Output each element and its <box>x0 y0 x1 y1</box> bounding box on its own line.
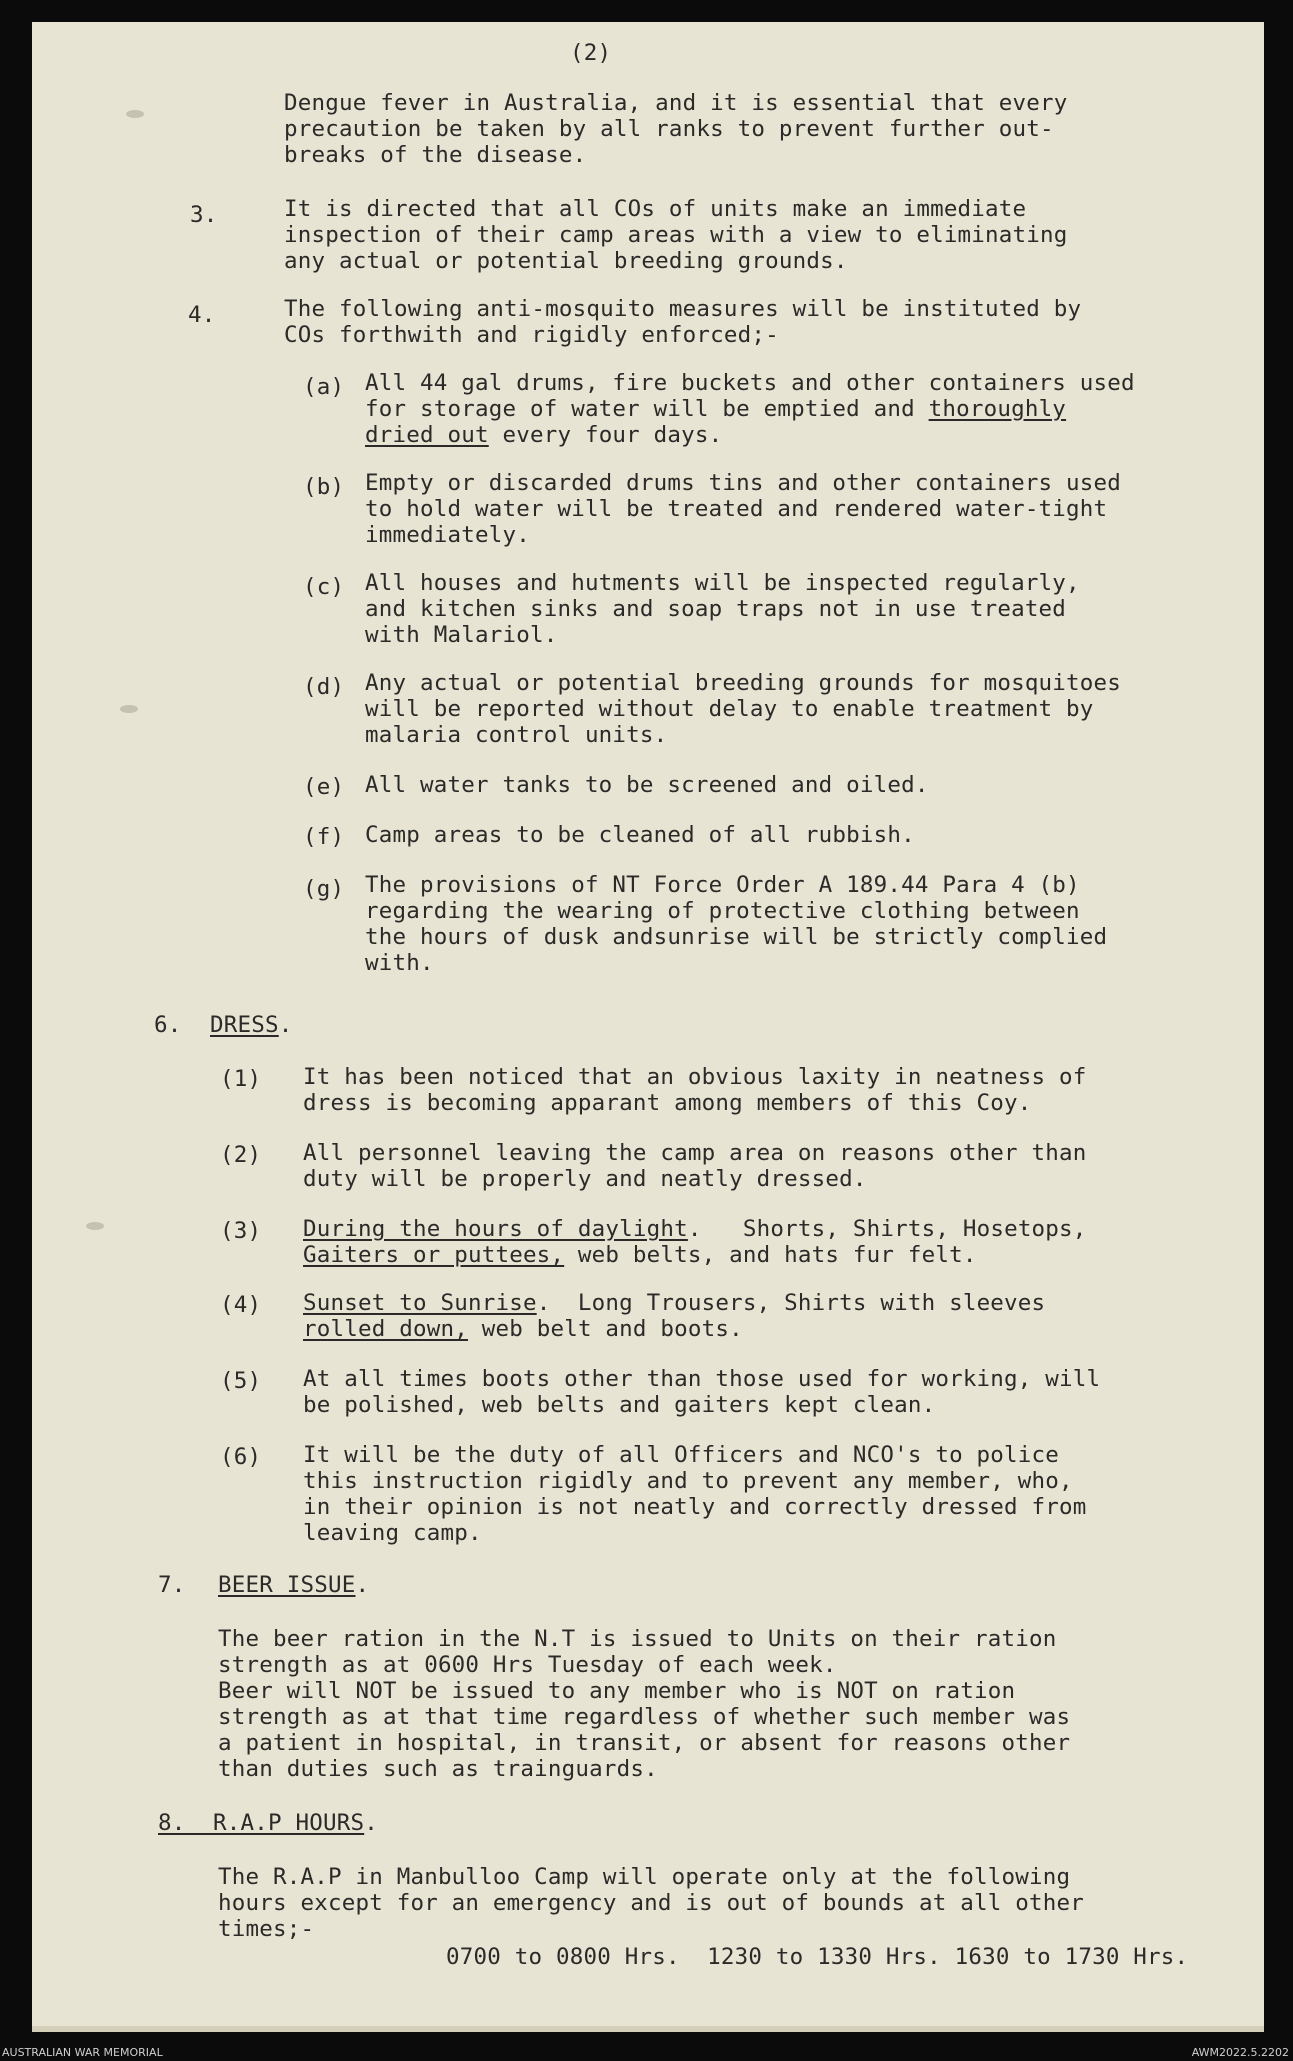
heading-period: . <box>364 1810 378 1836</box>
item-d-line: Any actual or potential breeding grounds for mosquitoes <box>365 670 1122 696</box>
item-g-line: regarding the wearing of protective clothing between <box>365 898 1080 924</box>
para-8-line: The R.A.P in Manbulloo Camp will operate only at the following <box>218 1864 1071 1890</box>
item-a-emphasis: dried out <box>365 422 489 448</box>
dress-item-2-label: (2) <box>220 1142 262 1168</box>
punch-mark-top <box>126 110 144 118</box>
dress-item-4-line <box>303 1316 743 1343</box>
para-4-number: 4. <box>188 302 216 328</box>
para-3-line: any actual or potential breeding grounds. <box>284 248 848 274</box>
item-d-line: malaria control units. <box>365 722 668 748</box>
para-3-line: inspection of their camp areas with a view to eliminating <box>284 222 1068 248</box>
dress-item-5-label: (5) <box>220 1368 262 1394</box>
dress-item-6-line: It will be the duty of all Officers and NCO's to police <box>303 1442 1060 1468</box>
para-4-line: The following anti-mosquito measures will be instituted by <box>284 296 1082 322</box>
section-heading-rap-hours <box>158 1810 378 1837</box>
dress-item-1-line: It has been noticed that an obvious laxity in neatness of <box>303 1064 1087 1090</box>
item-g-line: with. <box>365 950 434 976</box>
item-d-label: (d) <box>303 674 345 700</box>
dress-item-6-line: in their opinion is not neatly and correctly dressed from <box>303 1494 1087 1520</box>
dress-item-5-line: be polished, web belts and gaiters kept clean. <box>303 1392 936 1418</box>
intro-line: precaution be taken by all ranks to prevent further out- <box>284 116 1054 142</box>
dress-item-4-label: (4) <box>220 1292 262 1318</box>
heading-period: . <box>355 1572 370 1598</box>
item-b-line: Empty or discarded drums tins and other containers used <box>365 470 1122 496</box>
dress-item-1-line: dress is becoming apparant among members of this Coy. <box>303 1090 1032 1116</box>
item-a-line: All 44 gal drums, fire buckets and other containers used <box>365 370 1135 396</box>
dress-item-3-label: (3) <box>220 1218 262 1244</box>
intro-line: Dengue fever in Australia, and it is essential that every <box>284 90 1068 116</box>
punch-mark-middle <box>120 705 138 713</box>
para-8-line: times;- <box>218 1916 315 1942</box>
item-a-line <box>365 422 722 449</box>
footer-reference: AWM2022.5.2202 <box>1191 2046 1289 2059</box>
item-g-line: The provisions of NT Force Order A 189.44 Para 4 (b) <box>365 872 1080 898</box>
punch-mark-lower <box>86 1222 104 1230</box>
dress-item-5-line: At all times boots other than those used for working, will <box>303 1366 1101 1392</box>
heading-text: BEER ISSUE <box>218 1572 356 1598</box>
item-g-label: (g) <box>303 876 345 902</box>
page-number: (2) <box>570 40 612 66</box>
heading-text: DRESS <box>210 1012 279 1038</box>
dress-item-4-emphasis: rolled down, <box>303 1316 468 1342</box>
heading-text: 8. R.A.P HOURS <box>158 1810 365 1836</box>
dress-item-4-text: web belt and boots. <box>467 1316 743 1342</box>
item-d-line: will be reported without delay to enable treatment by <box>365 696 1094 722</box>
dress-item-3-line <box>303 1242 977 1269</box>
item-a-text: every four days. <box>488 422 723 448</box>
item-f-line: Camp areas to be cleaned of all rubbish. <box>365 822 915 848</box>
dress-item-6-line: leaving camp. <box>303 1520 482 1546</box>
document-page <box>32 22 1264 2032</box>
item-a-line <box>365 396 1066 423</box>
dress-item-6-label: (6) <box>220 1444 262 1470</box>
para-6-number: 6. <box>154 1012 182 1038</box>
para-7-number: 7. <box>158 1572 186 1598</box>
para-7-line: strength as at that time regardless of whether such member was <box>218 1704 1071 1730</box>
item-a-text: for storage of water will be emptied and <box>365 396 929 422</box>
item-f-label: (f) <box>303 824 345 850</box>
section-heading-dress <box>210 1012 292 1039</box>
rap-hours-times: 0700 to 0800 Hrs. 1230 to 1330 Hrs. 1630 to 1730 Hrs. <box>446 1944 1189 1970</box>
dress-item-4-emphasis: Sunset to Sunrise <box>303 1290 537 1316</box>
para-8-line: hours except for an emergency and is out of bounds at all other <box>218 1890 1085 1916</box>
section-heading-beer-issue <box>218 1572 369 1599</box>
dress-item-3-emphasis: During the hours of daylight <box>303 1216 688 1242</box>
footer-source: AUSTRALIAN WAR MEMORIAL <box>2 2046 163 2059</box>
item-c-line: with Malariol. <box>365 622 558 648</box>
para-7-line: Beer will NOT be issued to any member who is NOT on ration <box>218 1678 1016 1704</box>
item-g-line: the hours of dusk andsunrise will be strictly complied <box>365 924 1108 950</box>
para-3-number: 3. <box>190 202 218 228</box>
dress-item-2-line: duty will be properly and neatly dressed. <box>303 1166 867 1192</box>
para-7-line: strength as at 0600 Hrs Tuesday of each week. <box>218 1652 837 1678</box>
dress-item-2-line: All personnel leaving the camp area on reasons other than <box>303 1140 1087 1166</box>
item-c-label: (c) <box>303 574 345 600</box>
dress-item-3-line <box>303 1216 1087 1243</box>
dress-item-6-line: this instruction rigidly and to prevent any member, who, <box>303 1468 1073 1494</box>
para-7-line: The beer ration in the N.T is issued to Units on their ration <box>218 1626 1057 1652</box>
item-a-emphasis: thoroughly <box>928 396 1067 422</box>
item-a-label: (a) <box>303 374 345 400</box>
item-b-line: immediately. <box>365 522 530 548</box>
dress-item-3-text: web belts, and hats fur felt. <box>564 1242 977 1268</box>
para-4-line: COs forthwith and rigidly enforced;- <box>284 322 779 348</box>
para-7-line: than duties such as trainguards. <box>218 1756 658 1782</box>
dress-item-4-line <box>303 1290 1045 1317</box>
para-3-line: It is directed that all COs of units make an immediate <box>284 196 1027 222</box>
item-c-line: and kitchen sinks and soap traps not in use treated <box>365 596 1067 622</box>
dress-item-3-emphasis: Gaiters or puttees, <box>303 1242 565 1268</box>
dress-item-4-text: . Long Trousers, Shirts with sleeves <box>536 1290 1046 1316</box>
dress-item-1-label: (1) <box>220 1066 262 1092</box>
item-e-label: (e) <box>303 774 345 800</box>
dress-item-3-text: . Shorts, Shirts, Hosetops, <box>687 1216 1087 1242</box>
para-7-line: a patient in hospital, in transit, or absent for reasons other <box>218 1730 1071 1756</box>
item-e-line: All water tanks to be screened and oiled. <box>365 772 929 798</box>
heading-period: . <box>278 1012 293 1038</box>
item-b-label: (b) <box>303 474 345 500</box>
intro-line: breaks of the disease. <box>284 142 587 168</box>
item-c-line: All houses and hutments will be inspected regularly, <box>365 570 1080 596</box>
item-b-line: to hold water will be treated and rendered water-tight <box>365 496 1108 522</box>
